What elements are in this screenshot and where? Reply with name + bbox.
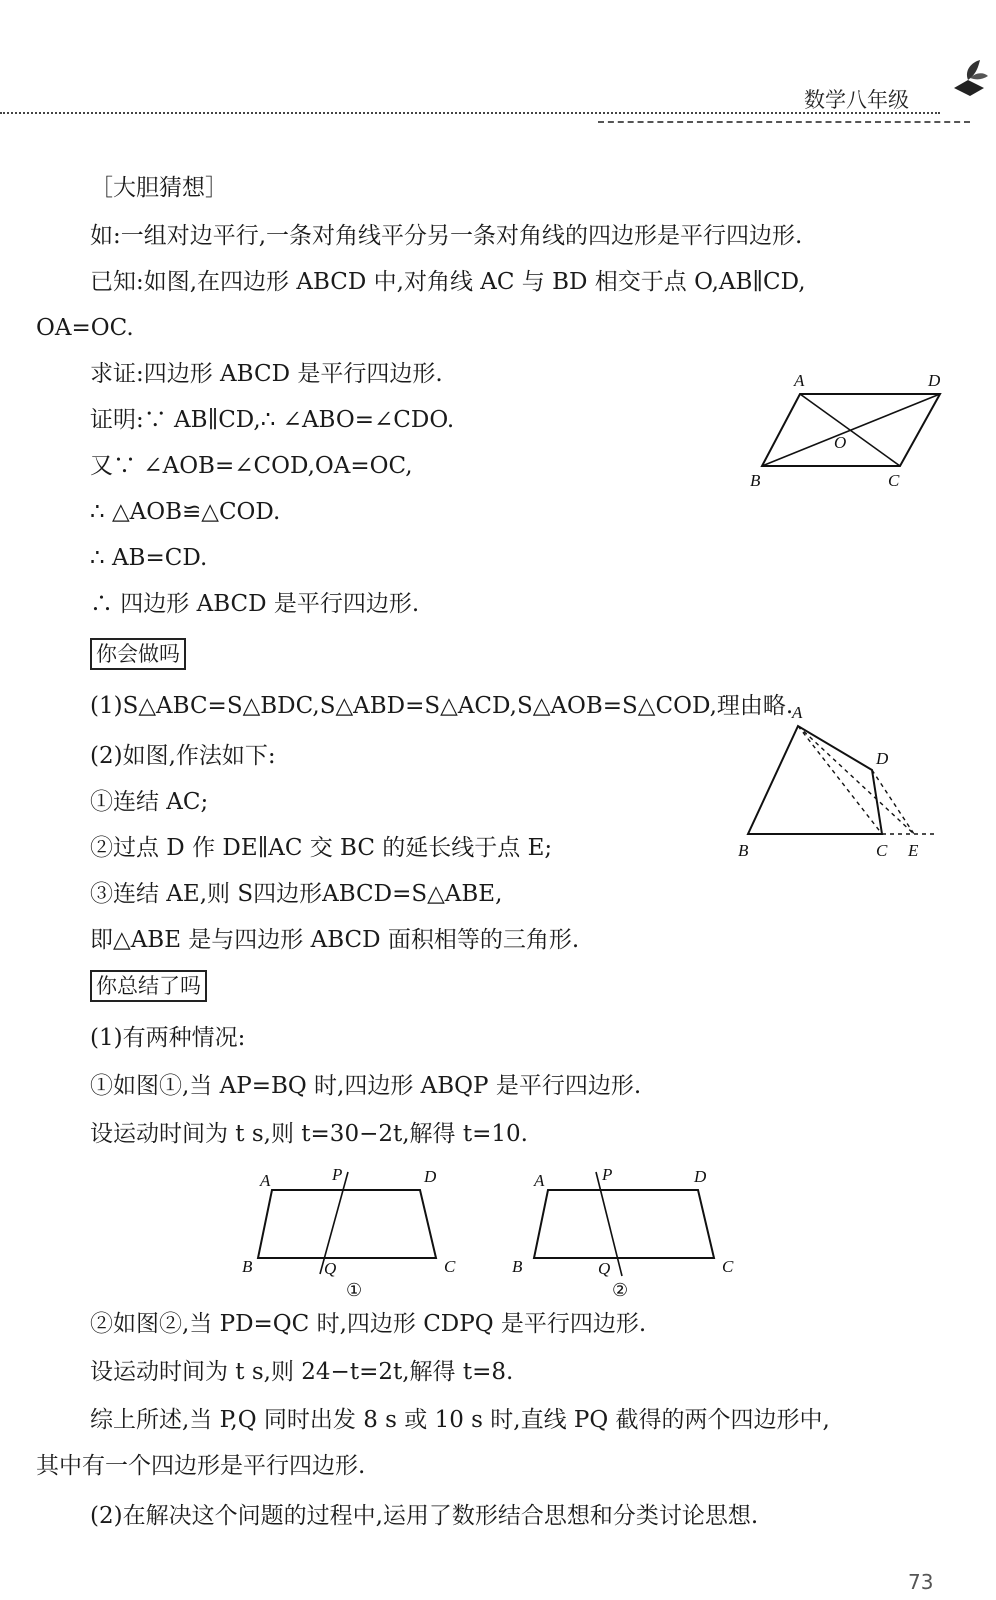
fig3-label-q: Q (324, 1259, 337, 1278)
text-line: 设运动时间为 t s,则 t=30−2t,解得 t=10. (90, 1121, 528, 1147)
text-line: 又∵ ∠AOB=∠COD,OA=OC, (90, 453, 413, 479)
text-line: 如:一组对边平行,一条对角线平分另一条对角线的四边形是平行四边形. (90, 223, 803, 249)
text-line: 证明:∵ AB∥CD,∴ ∠ABO=∠CDO. (90, 407, 455, 433)
text-line: ∴ AB=CD. (90, 545, 208, 571)
fig1-label-a: A (794, 371, 805, 390)
fig4-label-a: A (534, 1171, 545, 1190)
fig1-label-o: O (834, 433, 847, 452)
text-line: 已知:如图,在四边形 ABCD 中,对角线 AC 与 BD 相交于点 O,AB∥CD, (90, 269, 806, 295)
text-line: ②如图②,当 PD=QC 时,四边形 CDPQ 是平行四边形. (90, 1311, 647, 1337)
parallelogram-figure (750, 370, 960, 500)
text-line: ①如图①,当 AP=BQ 时,四边形 ABQP 是平行四边形. (90, 1073, 642, 1099)
fig4-label-p: P (602, 1165, 613, 1184)
text-line: ∴ 四边形 ABCD 是平行四边形. (90, 591, 420, 617)
text-line: (2)在解决这个问题的过程中,运用了数形结合思想和分类讨论思想. (90, 1503, 759, 1529)
text-line: 设运动时间为 t s,则 24−t=2t,解得 t=8. (90, 1359, 514, 1385)
header-dashed-rule (598, 121, 970, 123)
fig2-label-b: B (738, 841, 749, 860)
fig4-caption: ② (612, 1280, 629, 1300)
fig3-caption: ① (346, 1280, 363, 1300)
fig3-label-c: C (444, 1257, 456, 1276)
trapezoid-figure-1 (236, 1164, 476, 1300)
book-leaf-logo-icon (950, 58, 990, 106)
fig4-label-b: B (512, 1257, 523, 1276)
trapezoid-figure-2 (512, 1164, 752, 1300)
text-line: (1)S△ABC=S△BDC,S△ABD=S△ACD,S△AOB=S△COD,理由略. (90, 693, 794, 719)
fig4-label-q: Q (598, 1259, 611, 1278)
fig2-label-d: D (876, 749, 889, 768)
fig2-label-a: A (792, 704, 803, 722)
text-line: ①连结 AC; (90, 789, 209, 815)
header-dotted-rule (0, 112, 940, 114)
text-line: 即△ABE 是与四边形 ABCD 面积相等的三角形. (90, 927, 580, 953)
fig1-label-c: C (888, 471, 900, 490)
text-line: 其中有一个四边形是平行四边形. (36, 1453, 366, 1479)
fig2-label-c: C (876, 841, 888, 860)
fig3-label-a: A (260, 1171, 271, 1190)
fig1-label-b: B (750, 471, 761, 490)
section-heading-did-you-summarize: 你总结了吗 (90, 970, 207, 1002)
section-heading-bold-guess: ［大胆猜想］ (90, 175, 228, 201)
text-line: (2)如图,作法如下: (90, 743, 276, 769)
fig3-label-p: P (332, 1165, 343, 1184)
fig1-label-d: D (928, 371, 941, 390)
text-line: ③连结 AE,则 S四边形ABCD=S△ABE, (90, 881, 503, 907)
fig3-label-d: D (424, 1167, 437, 1186)
fig4-label-d: D (694, 1167, 707, 1186)
fig3-label-b: B (242, 1257, 253, 1276)
text-line: 综上所述,当 P,Q 同时出发 8 s 或 10 s 时,直线 PQ 截得的两个四边形中, (90, 1407, 830, 1433)
quadrilateral-area-figure (738, 704, 958, 874)
page-number: 73 (908, 1570, 934, 1594)
text-line: ②过点 D 作 DE∥AC 交 BC 的延长线于点 E; (90, 835, 553, 861)
fig4-label-c: C (722, 1257, 734, 1276)
text-line: (1)有两种情况: (90, 1025, 246, 1051)
text-line: ∴ △AOB≌△COD. (90, 499, 281, 525)
page-header-title: 数学八年级 (804, 88, 909, 112)
text-line: OA=OC. (36, 315, 134, 341)
fig2-label-e: E (908, 841, 919, 860)
text-line: 求证:四边形 ABCD 是平行四边形. (90, 361, 443, 387)
section-heading-can-you-do: 你会做吗 (90, 638, 186, 670)
